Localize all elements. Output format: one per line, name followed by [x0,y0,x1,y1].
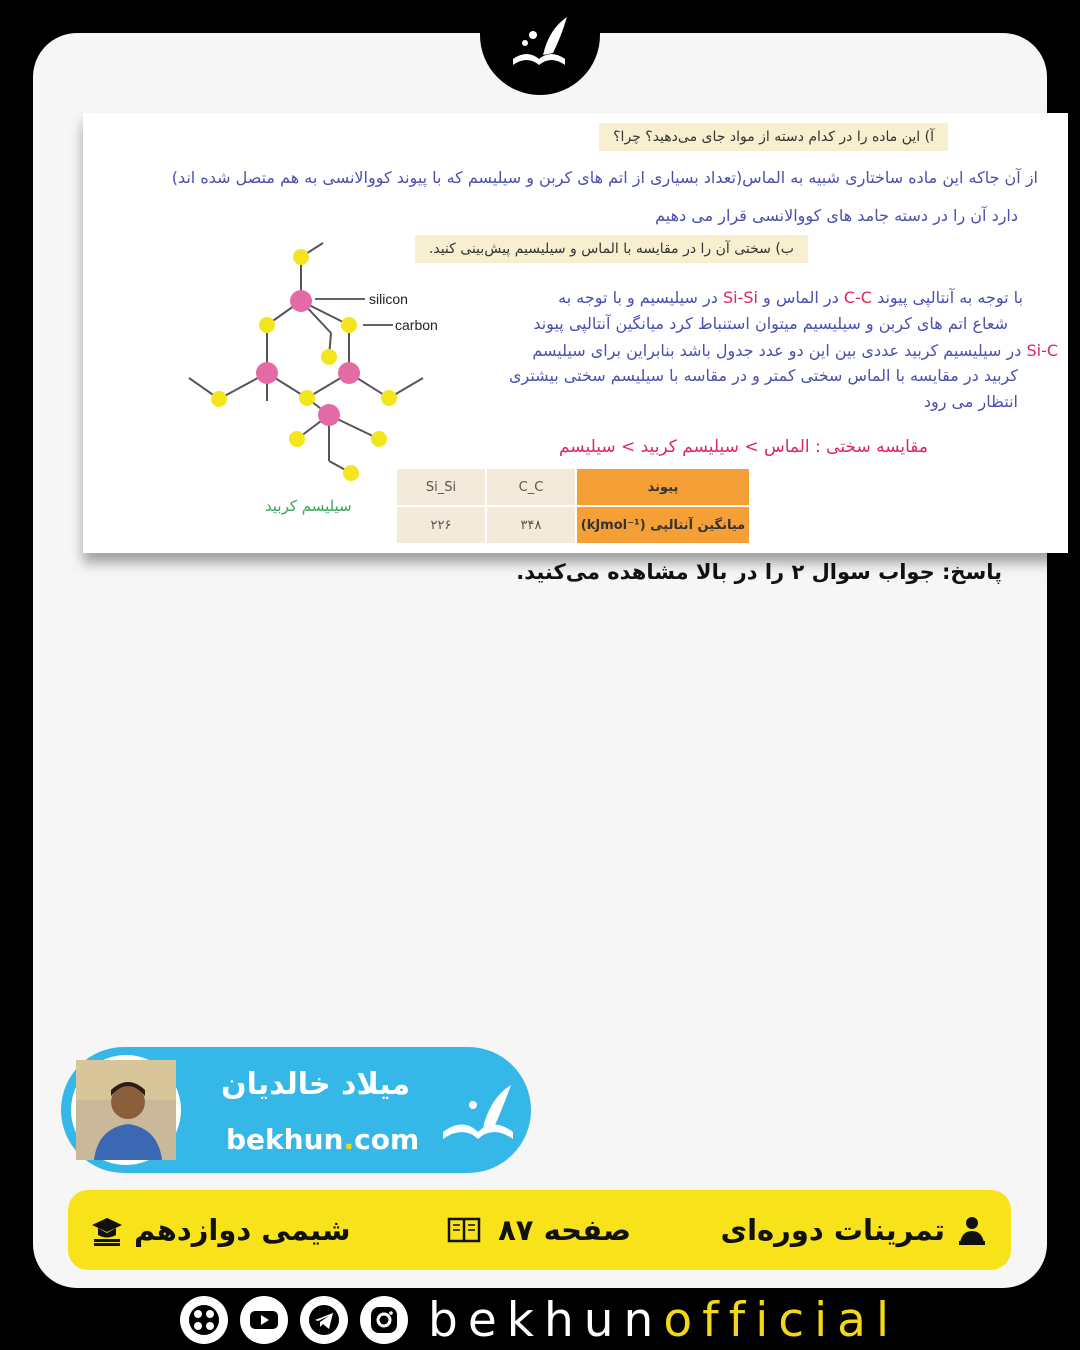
hardness-comparison: مقایسه سختی : الماس > سیلیسم کربید > سیلیسم [558,437,928,457]
structure-caption: سیلیسم کربید [265,497,352,515]
table-val1: ۳۴۸ [486,506,576,544]
answer-a-line1: از آن جاکه این ماده ساختاری شبیه به الماس(تعداد بسیاری از اتم های کربن و سیلیسم که با پیوند کووالانسی به هم متصل شده اند) [171,168,1038,187]
instagram-icon[interactable] [360,1296,408,1344]
content-card [33,33,1058,1288]
bekhun-logo-icon [433,1077,523,1157]
question-b: ب) سختی آن را در مقایسه با الماس و سیلیسیم پیش‌بینی کنید. [415,235,808,263]
table-header-label: پیوند [576,468,750,506]
aparat-icon[interactable] [180,1296,228,1344]
answer-b-line3: Si-C در سیلیسیم کربید عددی بین این دو عدد جدول باشد بنابراین برای سیلیسم [532,341,1058,360]
table-row-label: میانگین آنتالپی (kJmol⁻¹) [576,506,750,544]
youtube-icon[interactable] [240,1296,288,1344]
page-item: صفحه ۸۷ [440,1213,631,1247]
book-icon [440,1213,488,1247]
footer-brand: bekhunofficial [428,1292,900,1348]
question-a: آ) این ماده را در کدام دسته از مواد جای می‌دهید؟ چرا؟ [599,123,948,151]
answer-b-line4: کربید در مقایسه با الماس سختی کمتر و در مقاسه با سیلیسم سختی بیشتری [508,366,1018,385]
author-name: میلاد خالدیان [221,1067,411,1102]
answer-b-line2: شعاع اتم های کربن و سیلیسیم میتوان استنباط کرد میانگین آنتالپی پیوند [533,314,1008,333]
table-col1: C_C [486,468,576,506]
graduation-cap-icon [90,1213,124,1247]
label-carbon: carbon [395,317,438,333]
subject-item: شیمی دوازدهم [90,1213,351,1247]
exercise-item: تمرینات دوره‌ای [721,1213,989,1247]
author-website[interactable]: bekhun.com [226,1123,420,1156]
answer-b-line5: انتظار می رود [923,392,1018,411]
answer-b-line1: با توجه به آنتالپی پیوند C-C در الماس و Si-Si در سیلیسیم و با توجه به [558,288,1023,307]
table-col2: Si_Si [396,468,486,506]
table-val2: ۲۲۶ [396,506,486,544]
answer-a-line2: دارد آن را در دسته جامد های کووالانسی قرار می دهیم [655,206,1018,225]
telegram-icon[interactable] [300,1296,348,1344]
teacher-icon [955,1213,989,1247]
silicon-carbide-structure [183,233,453,493]
answer-note: پاسخ: جواب سوال ۲ را در بالا مشاهده می‌کنید. [516,560,1002,584]
lesson-info-bar [68,1190,1011,1270]
author-avatar [71,1055,181,1165]
scanned-textbook-page [83,113,1068,553]
footer-social-bar [180,1290,899,1350]
author-badge [61,1047,531,1173]
label-silicon: silicon [369,291,408,307]
